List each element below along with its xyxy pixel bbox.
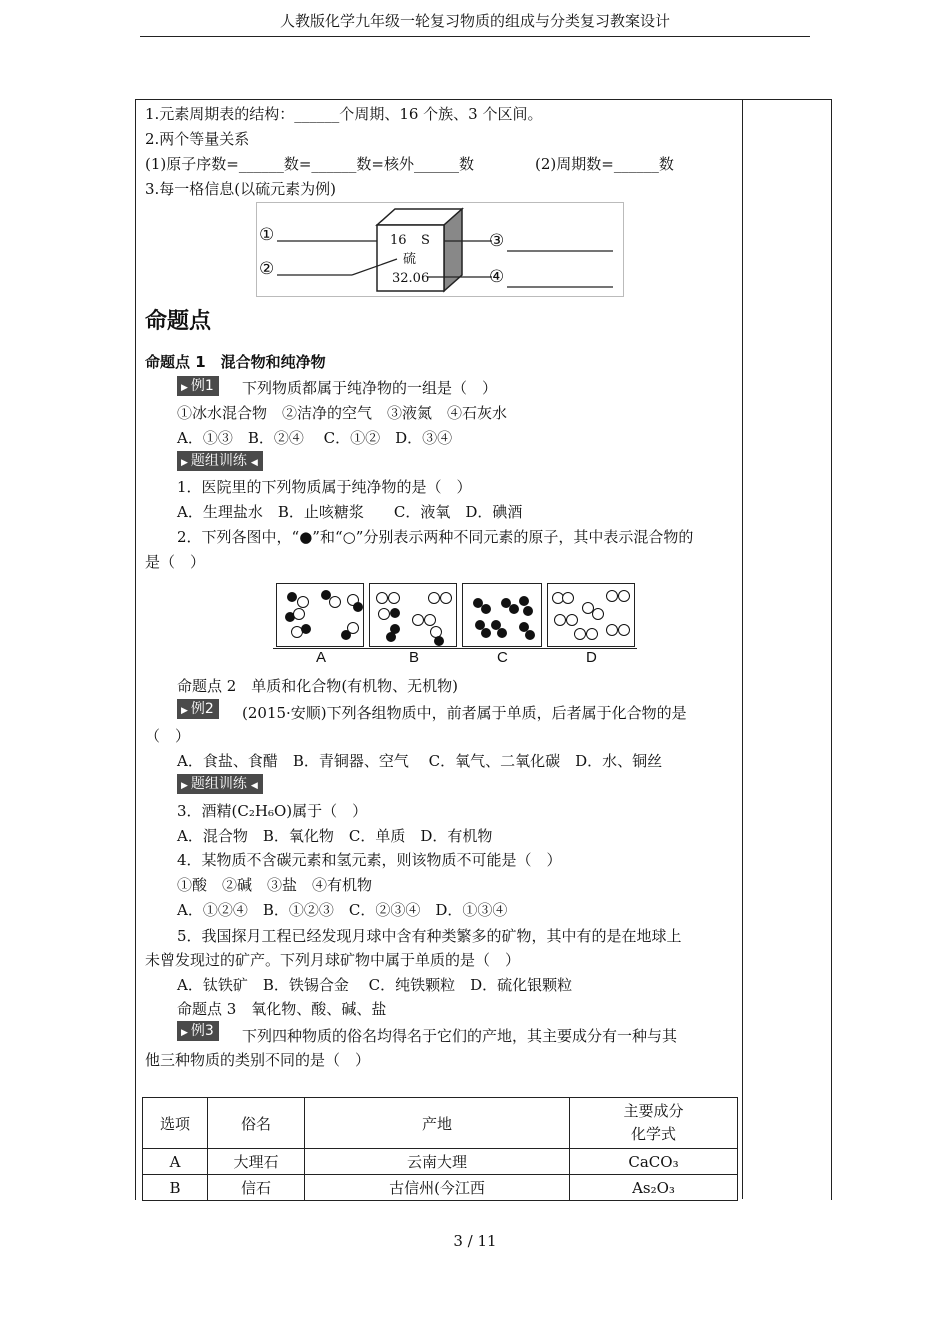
atom — [562, 592, 574, 604]
header-origin: 产地 — [305, 1098, 570, 1149]
figure-box-b — [369, 583, 457, 647]
atom — [378, 608, 390, 620]
play-icon: ▶ — [181, 458, 188, 468]
figure-label-d: D — [586, 649, 597, 666]
atom — [566, 614, 578, 626]
atom — [329, 596, 341, 608]
play-icon: ▶ — [181, 781, 188, 791]
question-1-options: A．生理盐水 B．止咳糖浆 C．液氧 D．碘酒 — [177, 503, 523, 521]
knowledge-line-4: 3.每一格信息(以硫元素为例) — [145, 180, 337, 198]
example-3-question-cont: 他三种物质的类别不同的是（ ） — [145, 1051, 371, 1069]
atom — [428, 592, 440, 604]
question-1: 1．医院里的下列物质属于纯净物的是（ ） — [177, 478, 472, 496]
example-2-badge: ▶ 例2 — [177, 699, 219, 719]
atom — [523, 606, 533, 616]
example-1-question: 下列物质都属于纯净物的一组是（ ） — [242, 379, 498, 397]
question-3: 3．酒精(C₂H₆O)属于（ ） — [177, 802, 368, 820]
callout-3: ③ — [489, 231, 505, 251]
atom — [525, 630, 535, 640]
atom — [412, 614, 424, 626]
page-number: 3 / 11 — [453, 1232, 497, 1250]
atom — [519, 596, 529, 606]
atom — [386, 632, 396, 642]
header-component-line-1: 主要成分 — [623, 1102, 684, 1120]
play-icon: ▶ — [181, 383, 188, 393]
element-cell-figure — [256, 202, 624, 297]
p1-heading: 命题点 1 混合物和纯净物 — [145, 353, 326, 371]
row-name: 信石 — [208, 1175, 305, 1201]
question-2-line-2: 是（ ） — [145, 553, 206, 571]
atom — [293, 608, 305, 620]
atom — [606, 624, 618, 636]
callout-1: ① — [259, 225, 275, 245]
atom — [287, 592, 297, 602]
training-badge-1: ▶ 题组训练 ◀ — [177, 451, 263, 471]
atomic-mass: 32.06 — [392, 271, 430, 286]
row-place: 古信州(今江西 — [305, 1175, 570, 1201]
atom — [390, 608, 400, 618]
question-3-options: A．混合物 B．氧化物 C．单质 D．有机物 — [177, 827, 493, 845]
element-cell-drawing — [257, 203, 623, 296]
row-formula: CaCO₃ — [570, 1149, 738, 1175]
table-header-row — [143, 1098, 738, 1149]
callout-2: ② — [259, 259, 275, 279]
row-formula: As₂O₃ — [570, 1175, 738, 1201]
element-symbol: S — [421, 233, 430, 248]
side-column-divider — [742, 99, 743, 1199]
figure-label-b: B — [409, 649, 420, 666]
atom — [606, 590, 618, 602]
atom — [388, 592, 400, 604]
atom — [618, 624, 630, 636]
table-row — [143, 1149, 738, 1175]
figure-box-d — [547, 583, 635, 647]
element-name: 硫 — [403, 252, 417, 267]
question-4: 4．某物质不含碳元素和氢元素，则该物质不可能是（ ） — [177, 851, 562, 869]
knowledge-line-2: 2.两个等量关系 — [145, 130, 250, 148]
knowledge-line-3a: (1)原子序数=______数=______数=核外______数 — [145, 155, 474, 173]
atom — [554, 614, 566, 626]
atom — [618, 590, 630, 602]
atom — [440, 592, 452, 604]
atomic-number: 16 — [390, 233, 407, 248]
play-icon: ▶ — [181, 706, 188, 716]
atom — [424, 614, 436, 626]
atom — [376, 592, 388, 604]
atom — [341, 630, 351, 640]
question-4-items: ①酸 ②碱 ③盐 ④有机物 — [177, 876, 373, 894]
atom — [574, 628, 586, 640]
callout-4: ④ — [489, 267, 505, 287]
atom — [353, 602, 363, 612]
page-header: 人教版化学九年级一轮复习物质的组成与分类复习教案设计 — [279, 12, 670, 30]
example-1-items: ①冰水混合物 ②洁净的空气 ③液氮 ④石灰水 — [177, 404, 508, 422]
atom — [509, 604, 519, 614]
header-common-name: 俗名 — [208, 1098, 305, 1149]
figure-box-a — [276, 583, 364, 647]
particle-figure — [273, 580, 637, 664]
header-component-line-2: 化学式 — [630, 1125, 676, 1143]
atom — [497, 628, 507, 638]
knowledge-line-1: 1.元素周期表的结构：______个周期、16 个族、3 个区间。 — [145, 105, 543, 123]
back-icon: ◀ — [250, 458, 258, 468]
atom — [481, 604, 491, 614]
example-2-question: (2015·安顺)下列各组物质中，前者属于单质，后者属于化合物的是 — [242, 704, 687, 722]
atom — [297, 596, 309, 608]
atom — [592, 608, 604, 620]
row-place: 云南大理 — [305, 1149, 570, 1175]
atom — [434, 636, 444, 646]
knowledge-line-3b: (2)周期数=______数 — [535, 155, 674, 173]
p3-heading: 命题点 3 氧化物、酸、碱、盐 — [177, 1000, 387, 1018]
question-5-options: A．钛铁矿 B．铁锡合金 C．纯铁颗粒 D．硫化银颗粒 — [177, 976, 573, 994]
training-badge-2: ▶ 题组训练 ◀ — [177, 774, 263, 794]
p2-heading: 命题点 2 单质和化合物(有机物、无机物) — [177, 677, 459, 695]
atom — [481, 628, 491, 638]
figure-box-c — [462, 583, 542, 647]
example-2-options: A．食盐、食醋 B．青铜器、空气 C．氧气、二氧化碳 D．水、铜丝 — [177, 752, 663, 770]
atom — [301, 624, 311, 634]
figure-label-a: A — [316, 649, 327, 666]
back-icon: ◀ — [250, 781, 258, 791]
example-3-question: 下列四种物质的俗名均得名于它们的产地，其主要成分有一种与其 — [242, 1027, 678, 1045]
row-name: 大理石 — [208, 1149, 305, 1175]
question-5-line-2: 未曾发现过的矿产。下列月球矿物中属于单质的是（ ） — [145, 951, 521, 969]
header-component — [570, 1098, 738, 1149]
example-2-question-cont: （ ） — [145, 727, 191, 745]
figure-baseline — [273, 648, 637, 649]
example-1-options: A．①③ B．②④ C．①② D．③④ — [177, 429, 453, 447]
question-4-options: A．①②④ B．①②③ C．②③④ D．①③④ — [177, 901, 508, 919]
example-1-badge: ▶ 例1 — [177, 376, 219, 396]
play-icon: ▶ — [181, 1028, 188, 1038]
header-rule — [140, 36, 810, 37]
figure-label-c: C — [497, 649, 508, 666]
example-3-badge: ▶ 例3 — [177, 1021, 219, 1041]
table-row — [143, 1175, 738, 1201]
row-option: B — [143, 1175, 208, 1201]
section-title: 命题点 — [145, 309, 212, 334]
question-5-line-1: 5．我国探月工程已经发现月球中含有种类繁多的矿物，其中有的是在地球上 — [177, 927, 682, 945]
mineral-table — [142, 1097, 738, 1201]
atom — [586, 628, 598, 640]
question-2-line-1: 2．下列各图中，“●”和“○”分别表示两种不同元素的原子，其中表示混合物的 — [177, 528, 694, 546]
header-option: 选项 — [143, 1098, 208, 1149]
row-option: A — [143, 1149, 208, 1175]
